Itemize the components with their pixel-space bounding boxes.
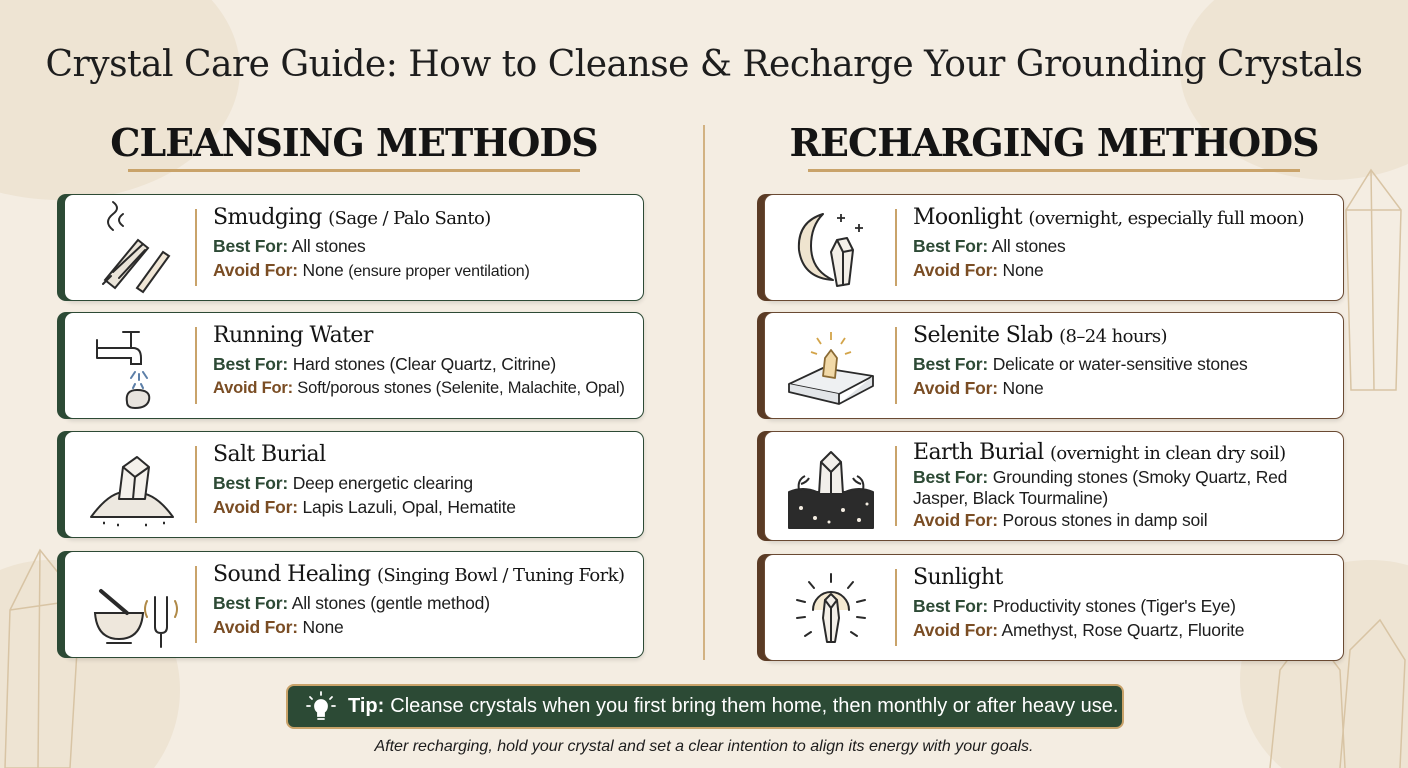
card-title	[913, 323, 1333, 348]
best-for-label: Best For:	[213, 473, 289, 493]
earth-burial-icon	[783, 438, 879, 534]
avoid-for-note: (ensure proper ventilation)	[348, 263, 530, 280]
best-for-line	[213, 234, 633, 258]
card-subtitle: (8–24 hours)	[1059, 326, 1167, 347]
tip-label: Tip:	[348, 695, 385, 717]
cleansing-heading	[64, 120, 644, 172]
avoid-for-value: Lapis Lazuli, Opal, Hematite	[302, 497, 516, 517]
card-separator	[195, 446, 197, 523]
avoid-for-value: Amethyst, Rose Quartz, Fluorite	[1001, 620, 1245, 640]
cleansing-card-smudging	[64, 194, 644, 301]
best-for-line	[213, 471, 633, 495]
card-separator	[195, 327, 197, 404]
card-subtitle: (Singing Bowl / Tuning Fork)	[376, 565, 625, 586]
card-body	[213, 205, 633, 284]
best-for-label: Best For:	[913, 596, 989, 616]
salt-pile-icon	[83, 437, 179, 533]
best-for-line	[213, 352, 633, 376]
cleansing-heading-text: CLEANSING METHODS	[110, 120, 598, 165]
cleansing-card-sound-healing	[64, 551, 644, 658]
card-body	[213, 442, 633, 519]
card-body	[213, 323, 633, 400]
card-title-text: Selenite Slab	[913, 323, 1053, 348]
recharging-card-sunlight	[764, 554, 1344, 661]
card-title-text: Salt Burial	[213, 442, 326, 467]
tip-banner	[286, 684, 1124, 729]
avoid-for-line	[213, 258, 633, 284]
card-title	[913, 205, 1333, 230]
cleansing-card-running-water	[64, 312, 644, 419]
best-for-line	[913, 352, 1333, 376]
card-title-text: Sunlight	[913, 565, 1003, 590]
avoid-for-label: Avoid For:	[213, 379, 293, 397]
best-for-label: Best For:	[913, 467, 989, 487]
card-body	[913, 323, 1333, 400]
best-for-label: Best For:	[213, 354, 289, 374]
card-title-text: Earth Burial	[913, 440, 1044, 465]
card-title	[213, 323, 633, 348]
best-for-label: Best For:	[913, 354, 989, 374]
card-body	[913, 440, 1333, 531]
card-title-text: Moonlight	[913, 205, 1022, 230]
best-for-value: Deep energetic clearing	[292, 473, 473, 493]
water-faucet-icon	[83, 318, 179, 414]
card-title	[913, 440, 1333, 465]
best-for-value: Hard stones (Clear Quartz, Citrine)	[292, 354, 557, 374]
card-title	[213, 562, 633, 587]
avoid-for-label: Avoid For:	[913, 260, 998, 280]
card-title-text: Smudging	[213, 205, 322, 230]
card-title	[913, 565, 1333, 590]
sun-crystal-icon	[783, 560, 879, 656]
avoid-for-value: None	[1002, 378, 1044, 398]
best-for-value: Productivity stones (Tiger's Eye)	[992, 596, 1236, 616]
card-separator	[895, 446, 897, 526]
page-title: Crystal Care Guide: How to Cleanse & Recharge Your Grounding Crystals	[45, 44, 1363, 85]
card-body	[913, 205, 1333, 282]
card-separator	[895, 209, 897, 286]
footer-note: After recharging, hold your crystal and set a clear intention to align its energy with your goals.	[374, 738, 1034, 755]
avoid-for-line	[913, 509, 1333, 531]
card-body	[213, 562, 633, 639]
moon-crystal-icon	[783, 200, 879, 296]
card-separator	[195, 566, 197, 643]
avoid-for-line	[913, 376, 1333, 400]
avoid-for-value: None	[302, 260, 344, 280]
best-for-value: Delicate or water-sensitive stones	[992, 354, 1248, 374]
avoid-for-label: Avoid For:	[213, 497, 298, 517]
avoid-for-value: None	[1002, 260, 1044, 280]
best-for-value: Grounding stones (Smoky Quartz, Red Jasper, Black Tourmaline)	[913, 467, 1288, 508]
card-title-text: Sound Healing	[213, 562, 371, 587]
best-for-value: All stones	[991, 236, 1066, 256]
recharging-heading	[764, 120, 1344, 172]
avoid-for-line	[913, 618, 1333, 642]
best-for-line	[913, 234, 1333, 258]
card-separator	[895, 327, 897, 404]
avoid-for-label: Avoid For:	[913, 378, 998, 398]
card-separator	[195, 209, 197, 286]
column-divider	[703, 125, 705, 660]
card-title-text: Running Water	[213, 323, 373, 348]
recharging-heading-underline	[808, 169, 1300, 172]
avoid-for-value: Porous stones in damp soil	[1002, 510, 1208, 530]
best-for-line	[913, 467, 1293, 509]
best-for-value: All stones	[291, 236, 366, 256]
card-title	[213, 205, 633, 230]
tip-text: Cleanse crystals when you first bring them home, then monthly or after heavy use.	[390, 695, 1119, 717]
avoid-for-label: Avoid For:	[913, 510, 998, 530]
avoid-for-line	[913, 258, 1333, 282]
cleansing-card-salt-burial	[64, 431, 644, 538]
avoid-for-value: None	[302, 617, 344, 637]
recharging-heading-text: RECHARGING METHODS	[789, 120, 1319, 165]
card-title	[213, 442, 633, 467]
singing-bowl-icon	[83, 557, 179, 653]
avoid-for-label: Avoid For:	[913, 620, 998, 640]
lightbulb-icon	[304, 690, 338, 724]
card-body	[913, 565, 1333, 642]
best-for-label: Best For:	[213, 236, 289, 256]
card-subtitle: (Sage / Palo Santo)	[328, 208, 491, 229]
best-for-label: Best For:	[213, 593, 289, 613]
best-for-line	[213, 591, 633, 615]
best-for-label: Best For:	[913, 236, 989, 256]
cleansing-heading-underline	[128, 169, 580, 172]
avoid-for-value: Soft/porous stones (Selenite, Malachite, Opal)	[297, 379, 625, 397]
selenite-slab-icon	[783, 318, 879, 414]
card-separator	[895, 569, 897, 646]
card-subtitle: (overnight in clean dry soil)	[1049, 443, 1286, 464]
recharging-card-selenite-slab	[764, 312, 1344, 419]
smudge-bundle-icon	[83, 200, 179, 296]
recharging-card-earth-burial	[764, 431, 1344, 541]
avoid-for-label: Avoid For:	[213, 617, 298, 637]
avoid-for-label: Avoid For:	[213, 260, 298, 280]
recharging-card-moonlight	[764, 194, 1344, 301]
avoid-for-line	[213, 376, 633, 400]
best-for-line	[913, 594, 1333, 618]
avoid-for-line	[213, 495, 633, 519]
card-subtitle: (overnight, especially full moon)	[1028, 208, 1304, 229]
best-for-value: All stones (gentle method)	[291, 593, 490, 613]
avoid-for-line	[213, 615, 633, 639]
